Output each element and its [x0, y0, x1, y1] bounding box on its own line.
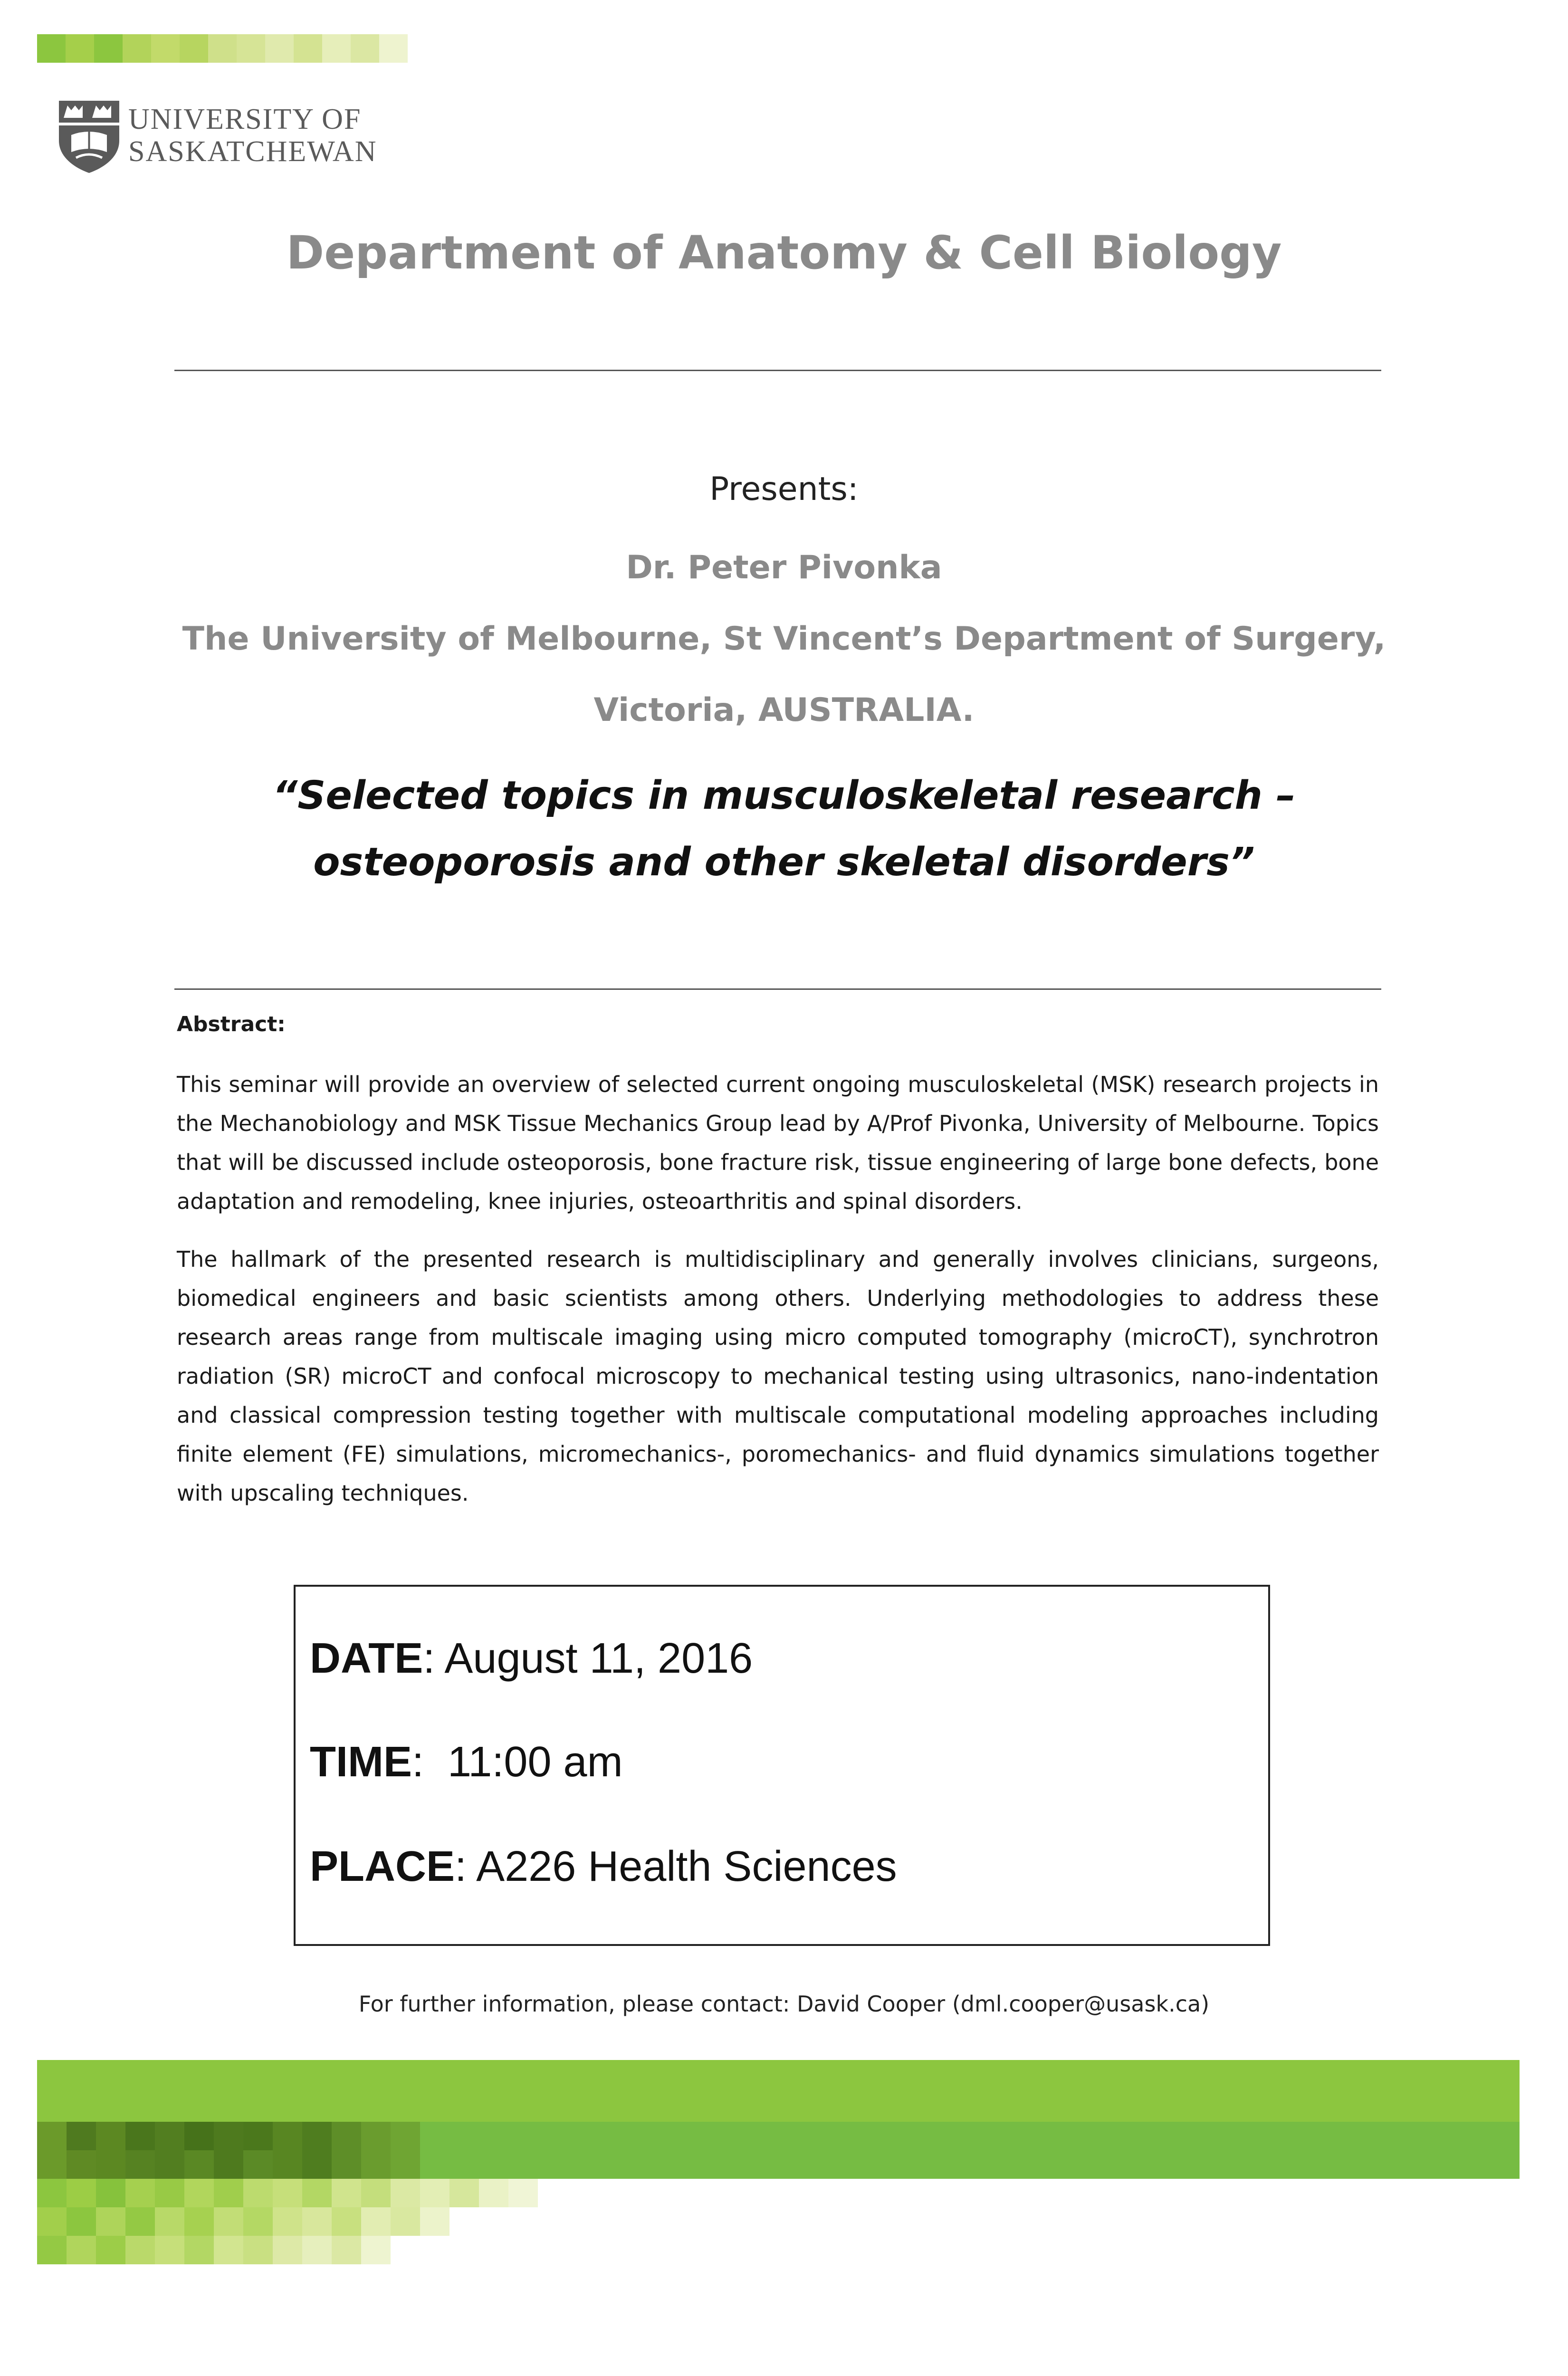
place-value: : A226 Health Sciences [455, 1843, 897, 1890]
department-title: Department of Anatomy & Cell Biology [286, 226, 1282, 279]
talk-title [0, 763, 1568, 896]
logo-text-university-of: UNIVERSITY OF [128, 103, 362, 135]
contact-info: For further information, please contact: David Cooper (dml.cooper@usask.ca) [358, 1991, 1210, 2017]
place-label: PLACE [310, 1843, 455, 1890]
talk-title-line2: osteoporosis and other skeletal disorders” [313, 840, 1255, 885]
event-place [310, 1842, 897, 1891]
talk-title-line1: “Selected topics in musculoskeletal research – [272, 773, 1296, 818]
date-value: : August 11, 2016 [423, 1635, 753, 1682]
top-decorative-squares [37, 34, 408, 63]
bottom-decorative-band [37, 2060, 1520, 2269]
logo-text-saskatchewan: SASKATCHEWAN [128, 135, 377, 168]
presents-label: Presents: [709, 470, 859, 508]
university-crest-icon [57, 99, 121, 175]
university-logo [57, 95, 418, 181]
event-details-box [294, 1585, 1270, 1946]
event-time [310, 1738, 623, 1787]
abstract-heading: Abstract: [177, 1012, 286, 1036]
event-date [310, 1634, 753, 1683]
speaker-affiliation-line2: Victoria, AUSTRALIA. [593, 691, 975, 729]
date-label: DATE [310, 1635, 423, 1682]
divider-middle [174, 988, 1381, 990]
speaker-name: Dr. Peter Pivonka [626, 549, 942, 586]
time-label: TIME [310, 1738, 412, 1786]
time-value: : 11:00 am [411, 1738, 623, 1786]
abstract-paragraph-1: This seminar will provide an overview of selected current ongoing musculoskeletal (MSK) research projects in the Mechanobiology and MSK Tissue Mechanics Group lead by A/Prof Pivonka, University of Melbourne. Topics that will be discussed include osteoporosis, bone fracture risk, tissue engineering of large bone defects, bone adaptation and remodeling, knee injuries, osteoarthritis and spinal disorders. [177, 1072, 1379, 1214]
abstract-paragraph-2: The hallmark of the presented research is multidisciplinary and generally involves clinicians, surgeons, biomedical engineers and basic scientists among others. Underlying methodologies to address these research areas range from multiscale imaging using micro computed tomography (microCT), synchrotron radiation (SR) microCT and confocal microscopy to mechanical testing using ultrasonics, nano-indentation and classical compression testing together with multiscale computational modeling approaches including finite element (FE) simulations, micromechanics-, poromechanics- and fluid dynamics simulations together with upscaling techniques. [177, 1246, 1379, 1506]
abstract-section [177, 1012, 1379, 1532]
divider-top [174, 370, 1381, 371]
speaker-affiliation-line1: The University of Melbourne, St Vincent’s Department of Surgery, [182, 620, 1386, 658]
